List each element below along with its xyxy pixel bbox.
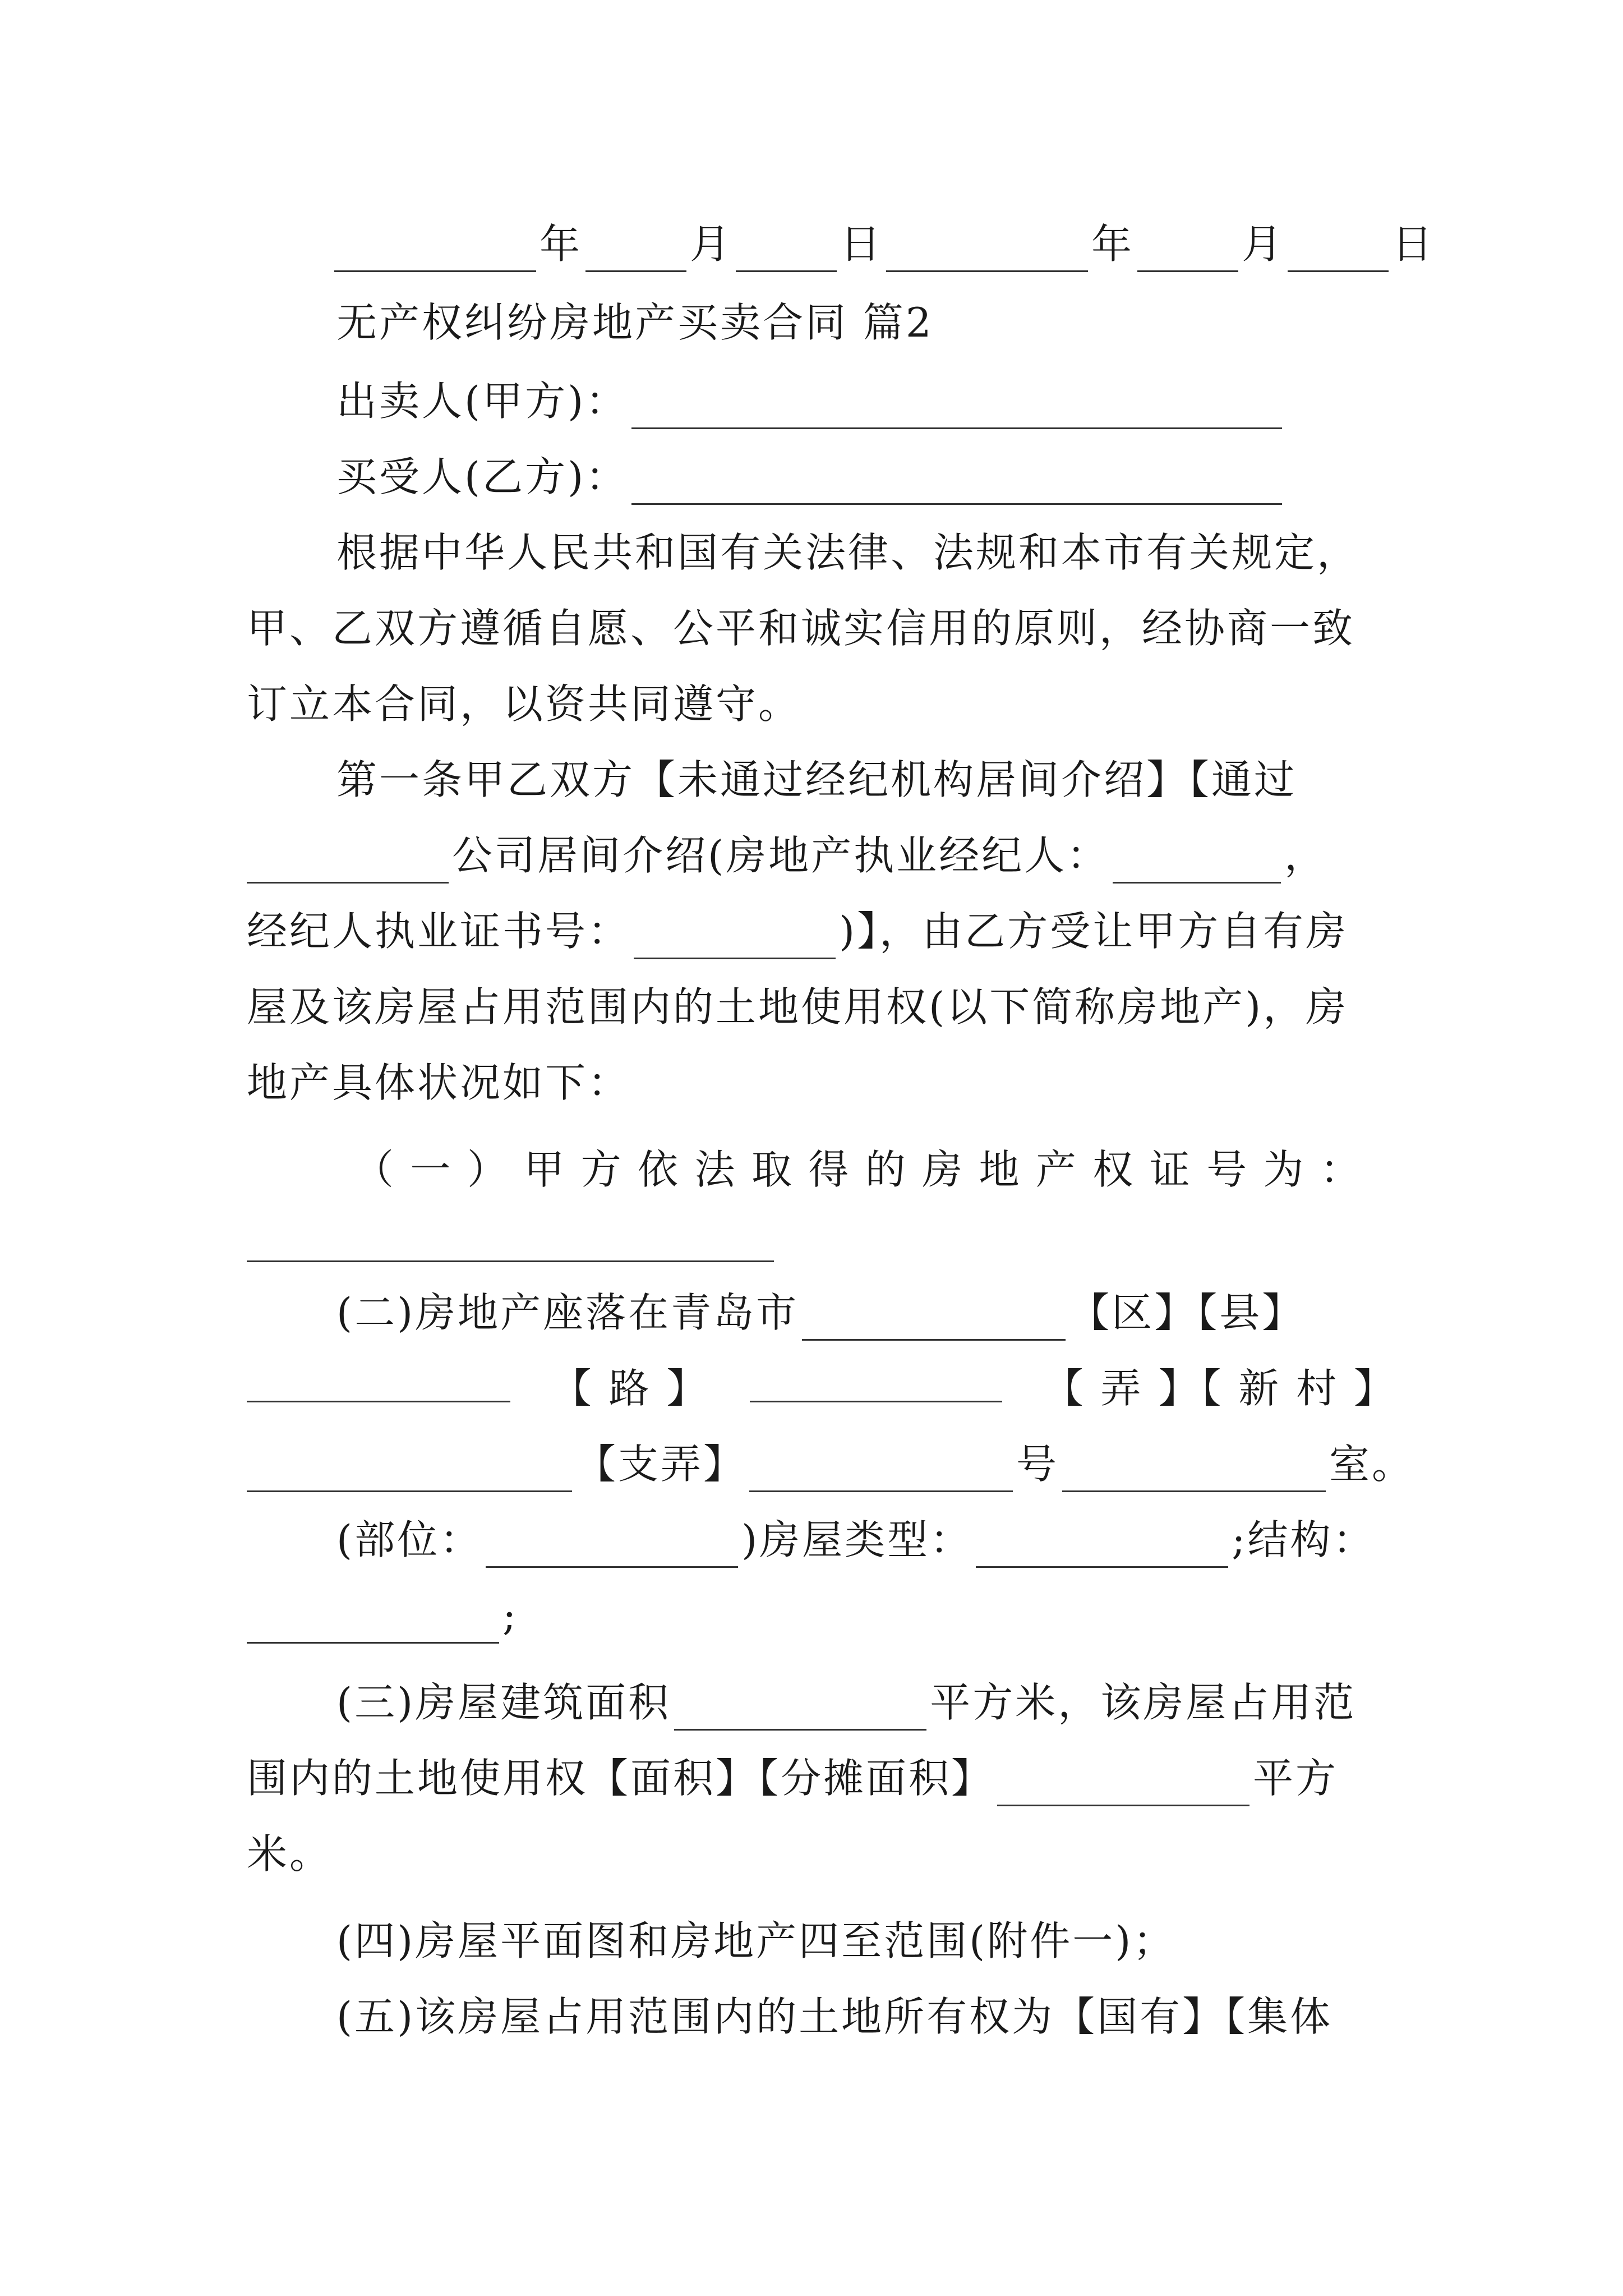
item1-char: 地 [979, 1146, 1022, 1193]
item2-line-3: 【支弄】 号 室。 [247, 1436, 1396, 1492]
day-label: 日 [1392, 220, 1435, 268]
land-area-blank [997, 1765, 1249, 1806]
branch-blank [749, 1451, 1013, 1492]
month-label: 月 [1242, 220, 1285, 268]
lane-blank [750, 1361, 1002, 1402]
item2-line-4: (部位： )房屋类型： ;结构： [336, 1512, 1396, 1568]
item1-char: 号 [1206, 1146, 1249, 1193]
structure-blank [247, 1603, 499, 1644]
lane-label: 【 弄 】【 新 村 】 [1043, 1365, 1396, 1412]
road-blank [247, 1361, 510, 1402]
item1-char: 为 [1263, 1146, 1306, 1193]
item1-char: 甲 [524, 1146, 567, 1193]
item3-line-1: (三)房屋建筑面积 平方米，该房屋占用范 [336, 1674, 1396, 1731]
blank-field [585, 231, 686, 272]
heading-text: 无产权纠纷房地产买卖合同 篇2 [336, 299, 934, 346]
seller-blank [631, 388, 1282, 429]
article1-line-3: 经纪人执业证书号： )】，由乙方受让甲方自有房 [247, 903, 1396, 959]
item5-line: (五)该房屋占用范围内的土地所有权为【国有】【集体 [336, 1993, 1333, 2040]
preamble-line-2: 甲、乙双方遵循自愿、公平和诚实信用的原则，经协商一致 [247, 605, 1355, 652]
item1-char: 取 [751, 1146, 794, 1193]
item1-char: 房 [922, 1146, 965, 1193]
district-blank [802, 1300, 1066, 1341]
blank-field [1113, 843, 1281, 884]
preamble-line-3: 订立本合同，以资共同遵守。 [247, 680, 801, 728]
item1-char: 得 [808, 1146, 851, 1193]
item1-char: 产 [1035, 1146, 1078, 1193]
blank-field [634, 918, 836, 959]
contract-heading [336, 295, 1396, 351]
seller-line [336, 373, 1396, 429]
item3-line-3: 米。 [247, 1830, 333, 1878]
item2-line-1: (二)房地产座落在青岛市 【区】【县】 [336, 1285, 1396, 1341]
village-blank [247, 1451, 572, 1492]
article1-line-1: 第一条甲乙双方【未通过经纪机构居间介绍】【通过 [336, 756, 1297, 803]
blank-field [334, 231, 536, 272]
item1-char: （ [353, 1146, 396, 1193]
item1-char: 依 [638, 1146, 681, 1193]
article1-line-4: 屋及该房屋占用范围内的土地使用权(以下简称房地产)，房 [247, 983, 1349, 1030]
item1-char: 一 [410, 1146, 453, 1193]
year-label: 年 [540, 220, 583, 268]
blank-field [736, 231, 837, 272]
item4-line: (四)房屋平面图和房地产四至范围(附件一)； [336, 1917, 1176, 1964]
certificate-number-blank [247, 1221, 774, 1262]
article1-line-5: 地产具体状况如下： [247, 1059, 631, 1106]
buyer-label: 买受人(乙方)： [336, 453, 629, 500]
branch-label: 【支弄】 [575, 1441, 746, 1488]
buyer-blank [631, 464, 1282, 505]
date-line [331, 216, 1435, 272]
item1-char: 的 [865, 1146, 908, 1193]
item1-char: 证 [1149, 1146, 1192, 1193]
blank-field [886, 231, 1088, 272]
preamble-line-1: 根据中华人民共和国有关法律、法规和本市有关规定， [336, 529, 1360, 576]
number-blank [1062, 1451, 1326, 1492]
item1-blank-line [247, 1206, 1396, 1262]
item1-char: 方 [580, 1146, 624, 1193]
road-label: 【 路 】 [551, 1365, 709, 1412]
item1-char: 权 [1092, 1146, 1136, 1193]
item1-spread-text [353, 1142, 1363, 1198]
item2-line-2 [247, 1360, 1396, 1416]
item1-char: ） [467, 1146, 510, 1193]
part-blank [486, 1527, 738, 1568]
buyer-line [336, 449, 1396, 505]
blank-field [1137, 231, 1238, 272]
blank-field [247, 843, 449, 884]
article1-line-2: 公司居间介绍(房地产执业经纪人： ， [247, 827, 1396, 884]
item1-char: 法 [694, 1146, 737, 1193]
item3-line-2: 围内的土地使用权【面积】【分摊面积】 平方 [247, 1750, 1396, 1806]
blank-field [1288, 231, 1389, 272]
day-label: 日 [840, 220, 883, 268]
item1-line [353, 1142, 1363, 1198]
year-label: 年 [1091, 220, 1135, 268]
seller-label: 出卖人(甲方)： [336, 378, 629, 425]
month-label: 月 [690, 220, 733, 268]
item2-line-5: ; [247, 1588, 1396, 1644]
type-blank [976, 1527, 1228, 1568]
area-blank [674, 1690, 926, 1731]
item1-char: ： [1320, 1146, 1363, 1193]
